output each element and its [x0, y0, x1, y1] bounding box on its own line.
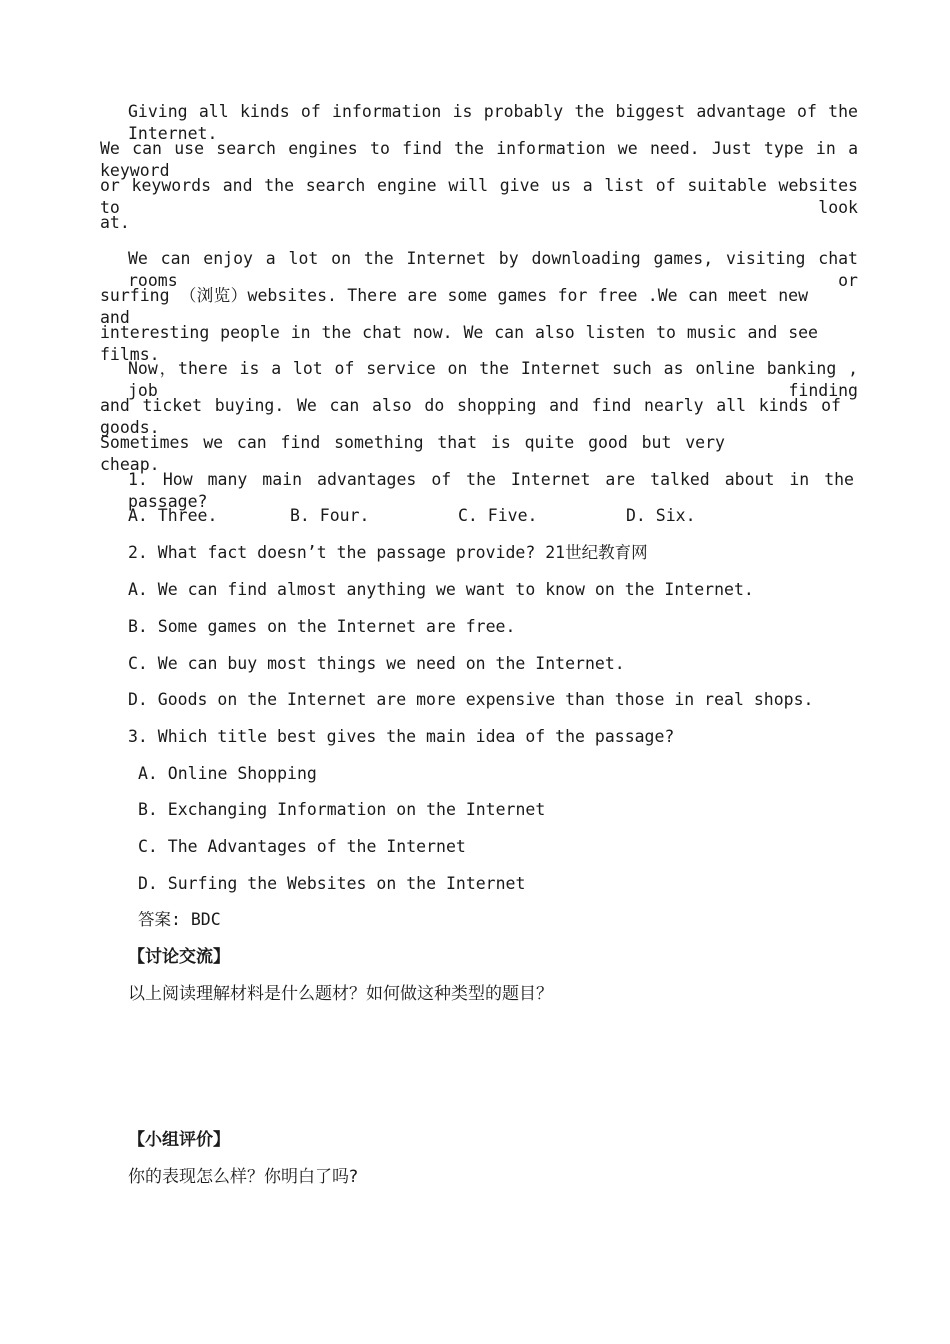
passage-p3-line-1: Now，there is a lot of service on the Internet such as online banking , job finding: [128, 359, 858, 400]
question-3-option-a: A. Online Shopping: [138, 764, 317, 783]
evaluation-heading: 【小组评价】: [128, 1130, 230, 1150]
evaluation-prompt: 你的表现怎么样？你明白了吗?: [128, 1167, 359, 1187]
question-2: 2. What fact doesn’t the passage provide? 21世纪教育网: [128, 543, 648, 562]
question-2-option-a: A. We can find almost anything we want to know on the Internet.: [128, 580, 754, 599]
question-2-option-c: C. We can buy most things we need on the Internet.: [128, 654, 625, 673]
passage-p3-line-2: and ticket buying. We can also do shopping and find nearly all kinds of goods.: [100, 396, 841, 437]
passage-p2-line-3: interesting people in the chat now. We can also listen to music and see films.: [100, 323, 818, 364]
passage-p1-line-1: Giving all kinds of information is probably the biggest advantage of the Internet.: [128, 102, 858, 143]
passage-p1-line-4: at.: [100, 213, 130, 232]
question-3-option-b: B. Exchanging Information on the Internet: [138, 800, 546, 819]
answer-key: 答案: BDC: [138, 910, 221, 929]
discussion-prompt: 以上阅读理解材料是什么题材？如何做这种类型的题目？: [128, 984, 553, 1004]
question-1-option-a: A. Three.: [128, 506, 218, 525]
question-1-option-b: B. Four.: [290, 506, 370, 525]
question-3: 3. Which title best gives the main idea of the passage?: [128, 727, 675, 746]
discussion-heading: 【讨论交流】: [128, 947, 230, 967]
passage-p2-line-2: surfing （浏览）websites. There are some games for free .We can meet new and: [100, 286, 808, 327]
question-3-option-c: C. The Advantages of the Internet: [138, 837, 466, 856]
question-2-option-b: B. Some games on the Internet are free.: [128, 617, 516, 636]
passage-p1-line-2: We can use search engines to find the information we need. Just type in a keyword: [100, 139, 858, 180]
question-1-option-c: C. Five.: [458, 506, 538, 525]
passage-p2-line-1: We can enjoy a lot on the Internet by downloading games, visiting chat rooms or: [128, 249, 858, 290]
question-1: 1. How many main advantages of the Internet are talked about in the passage?: [128, 470, 854, 511]
question-2-option-d: D. Goods on the Internet are more expensive than those in real shops.: [128, 690, 814, 709]
question-1-option-d: D. Six.: [626, 506, 696, 525]
passage-p1-line-3: or keywords and the search engine will give us a list of suitable websites to look: [100, 176, 858, 217]
question-3-option-d: D. Surfing the Websites on the Internet: [138, 874, 526, 893]
passage-p3-line-3: Sometimes we can find something that is quite good but very cheap.: [100, 433, 725, 474]
